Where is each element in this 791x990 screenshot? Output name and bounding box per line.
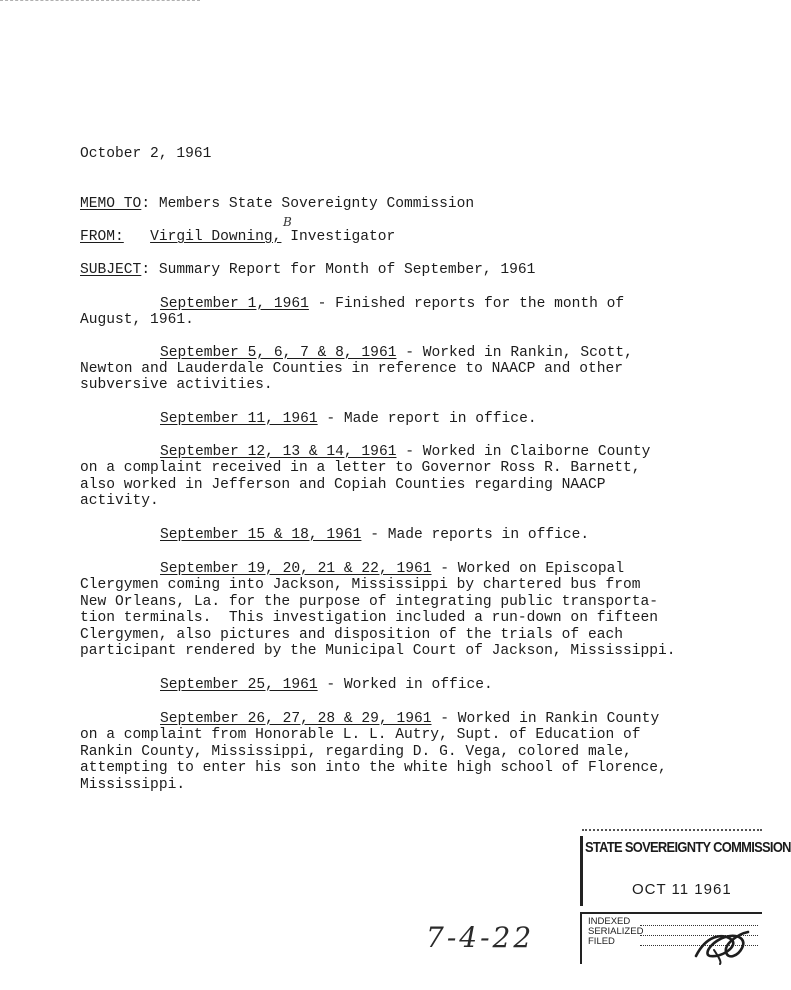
entry-date: September 25, 1961 <box>160 677 318 693</box>
memo-to-line <box>80 196 474 212</box>
entry-text: - Worked on Episcopal <box>431 561 625 577</box>
memo-date: October 2, 1961 <box>80 146 212 162</box>
from-name: Virgil Downing, <box>150 229 282 245</box>
entry-text: participant rendered by the Municipal Court of Jackson, Mississippi. <box>80 643 676 659</box>
handwritten-mark: B <box>283 215 292 229</box>
entry-text: Newton and Lauderdale Counties in reference to NAACP and other <box>80 361 623 377</box>
entry-text: on a complaint from Honorable L. L. Autry, Supt. of Education of <box>80 727 641 743</box>
entry-text: Rankin County, Mississippi, regarding D. G. Vega, colored male, <box>80 744 632 760</box>
entry-date: September 11, 1961 <box>160 411 318 427</box>
handwritten-initials-scribble <box>692 926 752 966</box>
stamp-side-bar <box>580 836 583 906</box>
entry-date: September 26, 27, 28 & 29, 1961 <box>160 711 432 727</box>
stamp-date: OCT 11 1961 <box>632 881 732 898</box>
entry-date: September 5, 6, 7 & 8, 1961 <box>160 345 397 361</box>
entry-text: activity. <box>80 493 159 509</box>
entry-date: September 15 & 18, 1961 <box>160 527 362 543</box>
subject-label: SUBJECT <box>80 262 142 278</box>
entry-text: - Worked in office. <box>317 677 493 693</box>
entry-date: September 1, 1961 <box>160 296 309 312</box>
handwritten-reference-number: 7-4-22 <box>426 921 535 954</box>
stamp-title: STATE SOVEREIGNTY COMMISSION <box>585 839 791 856</box>
top-edge-rule <box>0 0 200 1</box>
entry-text: also worked in Jefferson and Copiah Counties regarding NAACP <box>80 477 606 493</box>
entry-text: Clergymen, also pictures and disposition of the trials of each <box>80 627 623 643</box>
entry-text: - Worked in Rankin County <box>431 711 660 727</box>
memo-to-value: : Members State Sovereignty Commission <box>141 196 475 212</box>
entry-text: - Made reports in office. <box>361 527 590 543</box>
entry-text: tion terminals. This investigation included a run-down on fifteen <box>80 610 659 626</box>
subject-line <box>80 262 535 278</box>
entry-date: September 19, 20, 21 & 22, 1961 <box>160 561 432 577</box>
entry-text: New Orleans, La. for the purpose of integrating public transporta- <box>80 594 659 610</box>
stamp-label-indexed: INDEXED <box>588 916 631 927</box>
entry-text: on a complaint received in a letter to Governor Ross R. Barnett, <box>80 460 641 476</box>
entry-text: Mississippi. <box>80 777 186 793</box>
from-title: Investigator <box>290 229 396 245</box>
entry-text: Clergymen coming into Jackson, Mississippi by chartered bus from <box>80 577 641 593</box>
entry-text: - Worked in Claiborne County <box>396 444 651 460</box>
entry-text: - Made report in office. <box>317 411 537 427</box>
stamp-top-rule <box>582 829 762 831</box>
memo-to-label: MEMO TO <box>80 196 142 212</box>
stamp-label-filed: FILED <box>588 936 615 947</box>
entry-text: - Worked in Rankin, Scott, <box>396 345 633 361</box>
entry-text: - Finished reports for the month of <box>308 296 625 312</box>
entry-text: August, 1961. <box>80 312 194 328</box>
from-label: FROM: <box>80 229 124 245</box>
subject-value: : Summary Report for Month of September, 1961 <box>141 262 536 278</box>
entry-text: attempting to enter his son into the white high school of Florence, <box>80 760 667 776</box>
stamp-label-serialized: SERIALIZED <box>588 926 644 937</box>
entry-date: September 12, 13 & 14, 1961 <box>160 444 397 460</box>
entry-text: subversive activities. <box>80 377 273 393</box>
from-line <box>80 229 395 245</box>
